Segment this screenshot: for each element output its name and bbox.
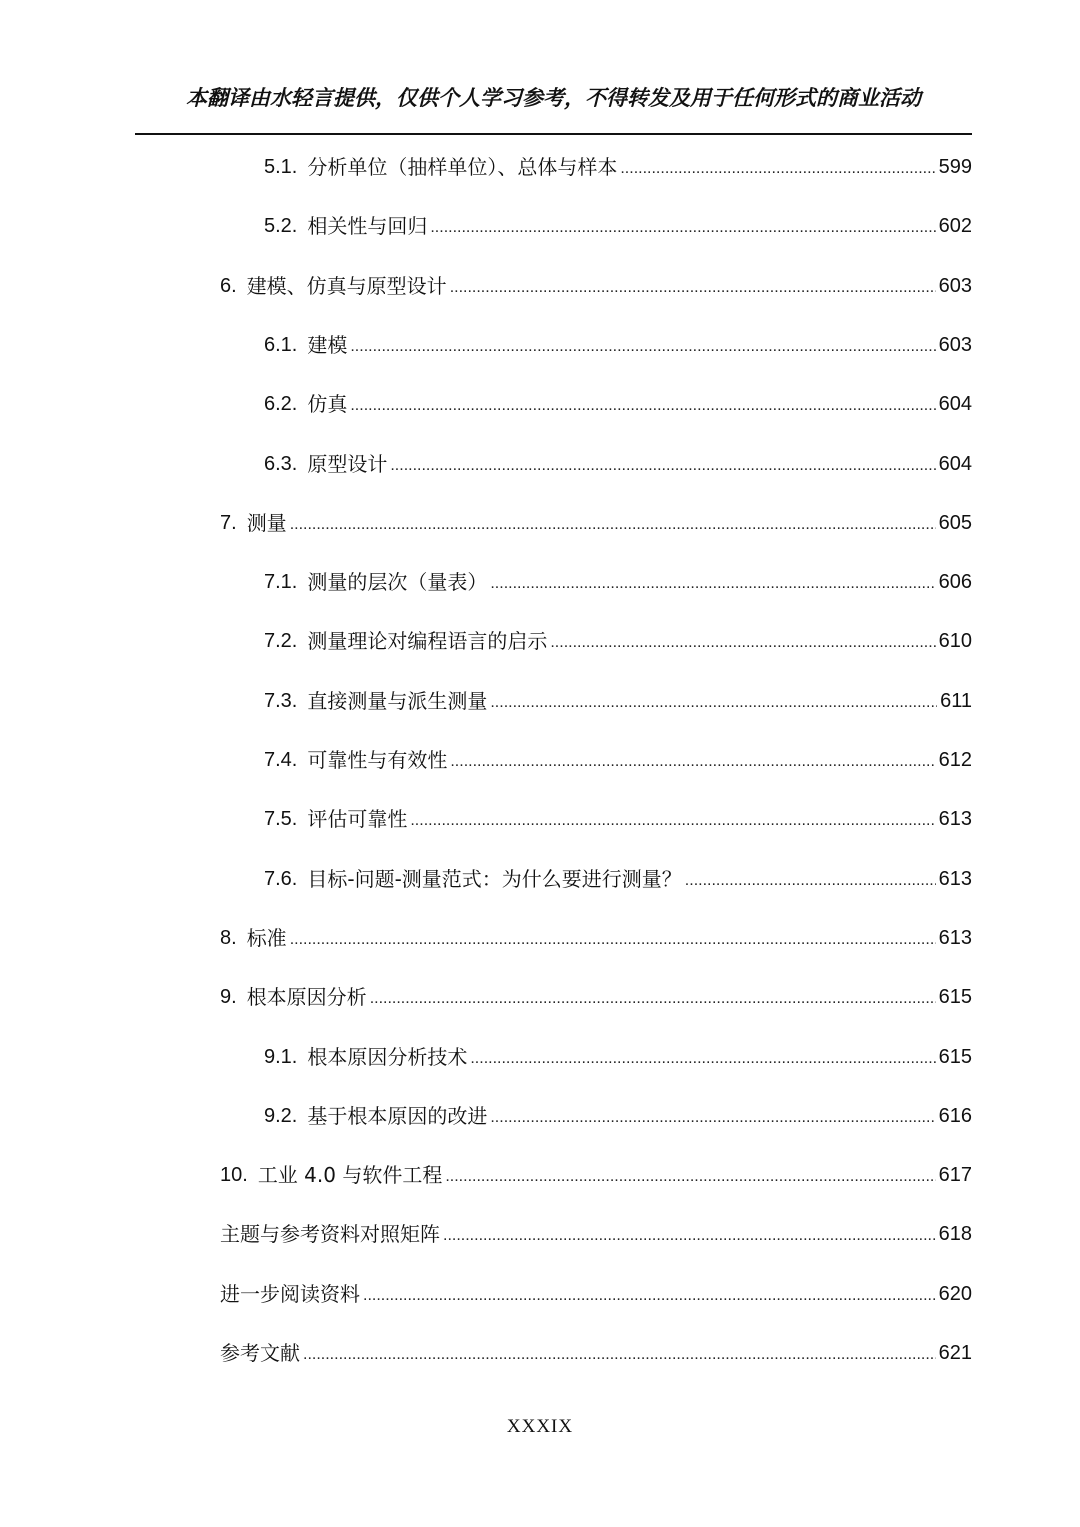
toc-entry-page: 611 [940, 690, 972, 712]
toc-dot-leader [470, 1046, 935, 1072]
toc-entry[interactable] [220, 1160, 972, 1190]
toc-dot-leader [450, 749, 935, 775]
toc-entry[interactable] [264, 449, 972, 479]
toc-entry[interactable] [264, 626, 972, 656]
page-number: XXXIX [506, 1416, 574, 1437]
toc-entry-page: 618 [938, 1223, 972, 1245]
toc-entry-page: 615 [938, 986, 972, 1008]
toc-entry-page: 599 [938, 156, 972, 178]
toc-entry-title: 测量 [246, 511, 287, 535]
toc-entry-title: 测量的层次（量表） [307, 570, 488, 594]
toc-entry-page: 605 [938, 512, 972, 534]
toc-dot-leader [620, 156, 935, 182]
toc-entry-page: 602 [938, 215, 972, 237]
toc-entry-title: 仿真 [307, 392, 348, 416]
toc-entry-number: 7.5. [264, 808, 298, 830]
toc-dot-leader [445, 1164, 935, 1190]
toc-entry-page: 604 [938, 453, 972, 475]
toc-entry-number: 7.6. [264, 868, 298, 890]
toc-dot-leader [350, 334, 935, 360]
toc-entry-number: 9.1. [264, 1046, 298, 1068]
toc-entry-title: 基于根本原因的改进 [307, 1104, 488, 1128]
toc-entry-title: 建模 [307, 333, 348, 357]
toc-entry[interactable] [264, 686, 972, 716]
toc-dot-leader [490, 690, 937, 716]
toc-dot-leader [490, 571, 935, 597]
toc-entry-number: 5.1. [264, 156, 298, 178]
toc-entry-page: 616 [938, 1105, 972, 1127]
toc-entry[interactable] [264, 1042, 972, 1072]
toc-entry[interactable] [220, 508, 972, 538]
toc-entry-title: 进一步阅读资料 [220, 1282, 360, 1306]
toc-entry-number: 6.1. [264, 334, 298, 356]
toc-entry[interactable] [264, 804, 972, 834]
toc-dot-leader [443, 1223, 936, 1249]
toc-entry-title: 评估可靠性 [307, 807, 408, 831]
toc-entry-title: 原型设计 [307, 452, 388, 476]
toc-dot-leader [363, 1283, 936, 1309]
toc-entry[interactable] [264, 745, 972, 775]
toc-dot-leader [430, 215, 935, 241]
toc-entry-number: 7.4. [264, 749, 298, 771]
toc-entry-number: 7.2. [264, 630, 298, 652]
toc-dot-leader [390, 453, 935, 479]
toc-entry-number: 7. [220, 512, 237, 534]
toc-entry-title: 测量理论对编程语言的启示 [307, 629, 548, 653]
toc-entry-title: 工业 4.0 与软件工程 [257, 1163, 443, 1187]
toc-entry-page: 620 [938, 1283, 972, 1305]
toc-entry-number: 9.2. [264, 1105, 298, 1127]
header-notice: 本翻译由水轻言提供，仅供个人学习参考，不得转发及用于任何形式的商业活动 [186, 86, 921, 110]
toc-entry[interactable] [220, 1279, 972, 1309]
toc-dot-leader [490, 1105, 935, 1131]
toc-entry-page: 606 [938, 571, 972, 593]
toc-entry-page: 610 [938, 630, 972, 652]
toc-entry[interactable] [264, 211, 972, 241]
toc-dot-leader [303, 1342, 936, 1368]
toc-entry-number: 5.2. [264, 215, 298, 237]
header-divider [135, 133, 972, 135]
toc-entry-number: 8. [220, 927, 237, 949]
toc-entry-page: 603 [938, 275, 972, 297]
toc-entry-page: 615 [938, 1046, 972, 1068]
toc-entry-number: 10. [220, 1164, 248, 1186]
toc-entry-title: 根本原因分析 [246, 985, 367, 1009]
toc-entry-title: 相关性与回归 [307, 214, 428, 238]
toc-entry-page: 604 [938, 393, 972, 415]
toc-entry[interactable] [264, 1101, 972, 1131]
toc-entry-page: 612 [938, 749, 972, 771]
toc-dot-leader [550, 630, 935, 656]
toc-entry[interactable] [220, 982, 972, 1012]
toc-entry-number: 6.2. [264, 393, 298, 415]
toc-entry-number: 7.3. [264, 690, 298, 712]
toc-entry[interactable] [264, 330, 972, 360]
toc-entry-title: 参考文献 [220, 1341, 300, 1365]
toc-entry-number: 6.3. [264, 453, 298, 475]
toc-dot-leader [290, 512, 936, 538]
toc-entry-page: 613 [938, 868, 972, 890]
toc-dot-leader [410, 808, 935, 834]
toc-entry-title: 可靠性与有效性 [307, 748, 448, 772]
toc-dot-leader [350, 393, 935, 419]
toc-entry-page: 617 [938, 1164, 972, 1186]
toc-entry-number: 7.1. [264, 571, 298, 593]
toc-entry-page: 621 [938, 1342, 972, 1364]
toc-entry[interactable] [264, 152, 972, 182]
toc-entry-title: 直接测量与派生测量 [307, 689, 488, 713]
toc-dot-leader [685, 868, 936, 894]
toc-entry-number: 9. [220, 986, 237, 1008]
toc-entry[interactable] [220, 1219, 972, 1249]
toc-entry[interactable] [264, 864, 972, 894]
toc-entry-title: 主题与参考资料对照矩阵 [220, 1222, 440, 1246]
toc-entry[interactable] [264, 389, 972, 419]
toc-dot-leader [450, 275, 936, 301]
toc-entry[interactable] [220, 1338, 972, 1368]
toc-entry-page: 603 [938, 334, 972, 356]
toc-entry[interactable] [220, 271, 972, 301]
toc-entry-title: 根本原因分析技术 [307, 1045, 468, 1069]
toc-entry-title: 分析单位（抽样单位）、总体与样本 [307, 155, 618, 179]
toc-entry-title: 建模、仿真与原型设计 [246, 274, 447, 298]
toc-entry-number: 6. [220, 275, 237, 297]
toc-entry[interactable] [220, 923, 972, 953]
toc-entry[interactable] [264, 567, 972, 597]
toc-entry-page: 613 [938, 808, 972, 830]
toc-entry-title: 标准 [246, 926, 287, 950]
toc-entry-title: 目标-问题-测量范式：为什么要进行测量？ [307, 867, 682, 891]
toc-entry-page: 613 [938, 927, 972, 949]
toc-dot-leader [370, 986, 936, 1012]
toc-dot-leader [290, 927, 936, 953]
